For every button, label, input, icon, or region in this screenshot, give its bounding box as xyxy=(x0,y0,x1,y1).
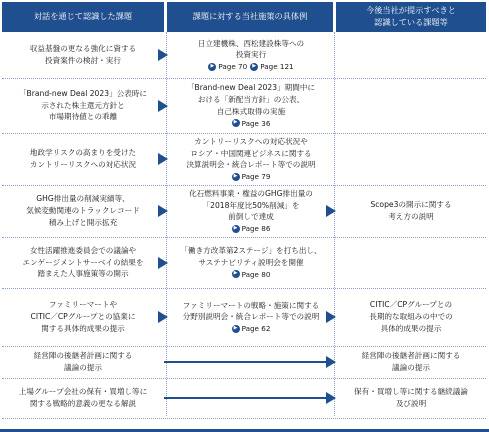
rows.5.measure-line: 分野別説明会・統合レポート等での説明 xyxy=(182,312,320,322)
arrow-icon xyxy=(158,311,168,323)
page-reference xyxy=(232,323,271,334)
rows.2.measure-line: 決算説明会・統合レポート等での説明 xyxy=(186,160,316,170)
header-future xyxy=(336,2,486,32)
page-link[interactable] xyxy=(250,61,293,72)
page-link[interactable] xyxy=(208,61,247,72)
arrow-icon xyxy=(326,205,336,217)
rows.5.issue-line: CITIC／CPグループとの協業に xyxy=(30,312,136,322)
rows.5.issue-line: ファミリーマートや xyxy=(48,300,118,310)
table-row xyxy=(2,32,486,79)
rows.0.measure-line: 投資実行 xyxy=(235,50,267,60)
page-number: Page 79 xyxy=(241,172,271,182)
future-cell xyxy=(336,346,486,378)
table-row xyxy=(2,378,486,419)
rows.3.measure-line: 化石燃料事業・権益のGHG排出量の xyxy=(189,188,313,198)
arrow-icon xyxy=(158,257,168,269)
rows.5.future-line: CITIC／CPグループとの xyxy=(369,300,453,310)
rows.7.issue-line: 関する戦略的意義の更なる解説 xyxy=(29,399,137,408)
page-reference xyxy=(232,171,271,182)
rows.7.issue-line: 上場グループ会社の保有・買増し等に xyxy=(18,387,148,397)
rows.1.issue-line: 示された株主還元方針と xyxy=(41,100,125,110)
rows.3.future-line: Scope3の開示に関する xyxy=(370,200,452,210)
issue-cell xyxy=(2,133,164,185)
page-reference xyxy=(208,61,293,72)
rows.6.future-line: 経営陣の後継者計画に関する xyxy=(361,351,461,361)
future-cell xyxy=(336,378,486,418)
rows.4.measure-line: サステナビリティ説明会を開催 xyxy=(198,257,304,267)
issue-cell xyxy=(2,346,164,378)
rows.1.measure-line: 自己株式取得の実施 xyxy=(216,106,286,116)
issue-cell xyxy=(2,78,164,133)
table-row xyxy=(2,346,486,379)
rows.5.future-line: 長期的な取組みの中での xyxy=(369,312,453,322)
page-link[interactable] xyxy=(232,223,271,234)
rows.6.issue-line: 議論の提示 xyxy=(64,363,102,372)
page-reference xyxy=(232,118,271,129)
rows.3.measure-line: 「2018年度比50%削減」を xyxy=(202,200,300,210)
issue-cell xyxy=(2,185,164,237)
page-ref-icon: ▶ xyxy=(232,173,240,181)
measure-cell xyxy=(172,237,330,288)
future-cell xyxy=(336,288,486,346)
rows.1.issue-line: 市場期待値との乖離 xyxy=(48,112,118,122)
arrow-icon xyxy=(326,392,336,404)
rows.3.issue-line: GHG排出量の削減実績等、 xyxy=(36,194,130,204)
page-ref-icon: ▶ xyxy=(250,63,258,71)
table-row xyxy=(2,288,486,347)
issue-cell xyxy=(2,32,164,78)
table-row xyxy=(2,133,486,186)
arrow-icon xyxy=(158,153,168,165)
rows.3.issue-line: 気候変動関連のトラックレコード xyxy=(26,206,140,216)
table-row xyxy=(2,237,486,289)
rows.4.issue-line: 女性活躍推進委員会での議論や xyxy=(29,245,137,255)
measure-cell xyxy=(172,185,330,237)
page-number: Page 86 xyxy=(241,224,271,234)
rows.5.measure-line: ファミリーマートの戦略・施策に関する xyxy=(182,300,320,310)
page-number: Page 121 xyxy=(260,62,294,72)
measure-cell xyxy=(172,32,330,78)
page-link[interactable] xyxy=(232,323,271,334)
header-future-line2: 認識している課題等 xyxy=(374,17,448,27)
page-ref-icon: ▶ xyxy=(232,270,240,278)
page-ref-icon: ▶ xyxy=(208,63,216,71)
header-issues xyxy=(2,2,164,32)
page-link[interactable] xyxy=(232,171,271,182)
arrow-icon xyxy=(326,356,336,368)
rows.7.future-line: 及び説明 xyxy=(395,399,427,408)
rows.7.future-line: 保有・買増し等に関する継続議論 xyxy=(354,387,468,397)
table-row xyxy=(2,78,486,134)
rows.4.measure-line: 「働き方改革第2ステージ」を打ち出し、 xyxy=(180,246,322,256)
rows.6.issue-line: 経営陣の後継者計画に関する xyxy=(33,351,133,361)
page-number: Page 62 xyxy=(241,324,271,334)
page-number: Page 70 xyxy=(218,62,248,72)
table-row xyxy=(2,185,486,238)
rows.3.issue-line: 積み上げと開示拡充 xyxy=(48,217,118,227)
header-measures-label: 課題に対する当社施策の具体例 xyxy=(192,11,308,22)
rows.5.future-line: 具体的成果の提示 xyxy=(380,323,442,333)
arrow-icon xyxy=(326,311,336,323)
connector-line xyxy=(164,361,328,363)
rows.4.issue-line: エンゲージメントサーベイの結果を xyxy=(22,257,144,267)
rows.1.issue-line: 「Brand-new Deal 2023」公表時に xyxy=(18,88,148,98)
arrow-icon xyxy=(158,100,168,112)
rows.5.issue-line: 関する具体的成果の提示 xyxy=(41,323,125,333)
rows.6.future-line: 議論の提示 xyxy=(392,363,430,372)
issue-cell xyxy=(2,237,164,288)
rows.1.measure-line: おける「新配当方針」の公表、 xyxy=(197,95,305,105)
rows.4.issue-line: 踏まえた人事施策等の開示 xyxy=(37,269,129,279)
future-cell xyxy=(336,185,486,237)
rows.0.issue-line: 投資案件の検討・実行 xyxy=(45,56,121,65)
measure-cell xyxy=(172,78,330,133)
issue-cell xyxy=(2,288,164,346)
rows.0.measure-line: 日立建機株、西松建設株等への xyxy=(197,38,305,48)
rows.1.measure-line: 「Brand-new Deal 2023」期間中に xyxy=(186,83,316,93)
page-ref-icon: ▶ xyxy=(232,325,240,333)
rows.2.issue-line: 地政学リスクの高まりを受けた xyxy=(29,148,137,158)
page-link[interactable] xyxy=(232,118,271,129)
header-future-line1: 今後当社が提示すべきと xyxy=(366,5,456,16)
measure-cell xyxy=(172,133,330,185)
rows.3.measure-line: 前倒しで達成 xyxy=(228,212,274,222)
arrow-icon xyxy=(158,49,168,61)
rows.3.future-line: 考え方の説明 xyxy=(388,212,434,221)
page-reference xyxy=(232,223,271,234)
arrow-icon xyxy=(158,205,168,217)
page-ref-icon: ▶ xyxy=(232,225,240,233)
issue-cell xyxy=(2,378,164,418)
rows.0.issue-line: 収益基盤の更なる強化に資する xyxy=(29,44,137,54)
header-measures xyxy=(167,2,333,32)
rows.2.measure-line: カントリーリスクへの対応状況や xyxy=(194,136,308,146)
header-issues-label: 対話を通じて認識した課題 xyxy=(33,11,133,22)
page-ref-icon: ▶ xyxy=(232,119,240,127)
rows.2.issue-line: カントリーリスクへの対応状況 xyxy=(29,160,137,169)
measure-cell xyxy=(172,288,330,346)
connector-line xyxy=(164,397,328,399)
page-number: Page 80 xyxy=(241,269,271,279)
page-number: Page 36 xyxy=(241,118,271,128)
rows.2.measure-line: ロシア・中国関連ビジネスに関する xyxy=(190,148,312,158)
page-reference xyxy=(232,269,271,280)
page-link[interactable] xyxy=(232,269,271,280)
